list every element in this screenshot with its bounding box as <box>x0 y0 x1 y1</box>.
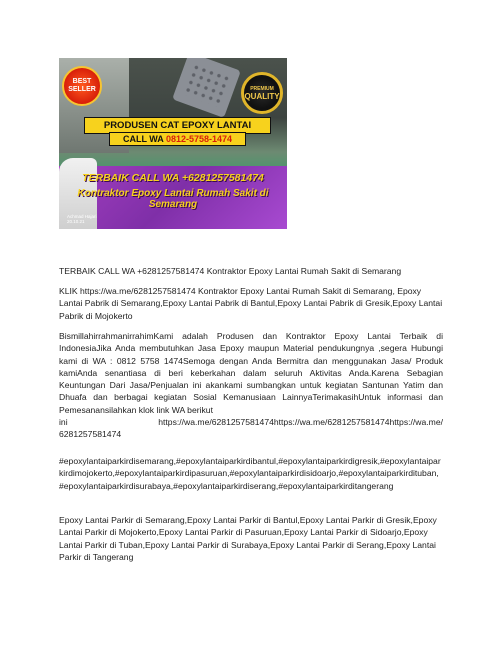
badge-best-bottom: SELLER <box>68 86 96 93</box>
banner-call <box>109 132 246 146</box>
call-number: 0812-5758-1474 <box>165 134 233 144</box>
badge-quality-bottom: QUALITY <box>244 92 280 101</box>
ini-line <box>59 416 443 428</box>
photo-stamp <box>67 214 97 224</box>
badge-best-top: BEST <box>72 78 92 85</box>
stamp-date: 20.10.21 <box>67 219 85 224</box>
hashtags-paragraph: #epoxylantaiparkirdisemarang,#epoxylantaiparkirdibantul,#epoxylantaiparkirdigresik,#epoxylantaiparkirdimojokerto,#epoxylantaiparkirdipasuruan,#epoxylantaiparkirdisidoarjo,#epoxylantaiparkirdituban,#epoxylantaiparkirdisurabaya,#epoxylantaiparkirdiserang,#epoxylantaiparkirditangerang <box>59 456 441 491</box>
body-paragraph <box>59 330 443 441</box>
call-label: CALL WA <box>122 134 164 144</box>
wa-links[interactable]: https://wa.me/6281257581474https://wa.me/6281257581474https://wa.me/ <box>158 417 443 428</box>
wa-link-tail[interactable]: 6281257581474 <box>59 429 122 440</box>
banner-kontraktor: Kontraktor Epoxy Lantai Rumah Sakit di Semarang <box>77 188 269 210</box>
hero-image <box>59 58 287 229</box>
premium-quality-badge-icon <box>241 72 283 114</box>
klik-paragraph: KLIK https://wa.me/6281257581474 Kontraktor Epoxy Lantai Rumah Sakit di Semarang, Epoxy Lantai Pabrik di Semarang,Epoxy Lantai Pabrik di Bantul,Epoxy Lantai Pabrik di Gresik,Epoxy Lantai Pabrik di Mojokerto <box>59 286 443 321</box>
banner-title: PRODUSEN CAT EPOXY LANTAI <box>84 117 271 134</box>
banner-terbaik: TERBAIK CALL WA +6281257581474 <box>82 172 264 184</box>
parkir-paragraph: Epoxy Lantai Parkir di Semarang,Epoxy Lantai Parkir di Bantul,Epoxy Lantai Parkir di Gresik,Epoxy Lantai Parkir di Mojokerto,Epoxy Lantai Parkir di Pasuruan,Epoxy Lantai Parkir di Sidoarjo,Epoxy Lantai Parkir di Tuban,Epoxy Lantai Parkir di Surabaya,Epoxy Lantai Parkir di Serang,Epoxy Lantai Parkir di Tangerang <box>59 515 437 562</box>
stamp-name: Achmad Hajari <box>67 214 97 219</box>
badge-quality-top: PREMIUM <box>250 86 274 92</box>
best-seller-badge-icon <box>62 66 102 106</box>
ini-word: ini <box>59 417 68 428</box>
document-heading: TERBAIK CALL WA +6281257581474 Kontraktor Epoxy Lantai Rumah Sakit di Semarang <box>59 266 402 276</box>
body-text: BismillahirrahmanirrahimKami adalah Produsen dan Kontraktor Epoxy Lantai Terbaik di IndonesiaJika Anda membutuhkan Jasa Epoxy maupun Material pendukungnya ,segera Hubungi kami di WA : 0812 5758 1474Semoga dengan Anda Bermitra dan menggunakan Jasa/ Produk kamiAnda senantiasa di beri keberkahan dalam seluruh Aktivitas Anda.Karena Sebagian Keuntungan Dari Jasa/Penjualan ini akankami sumbangkan untuk kegiatan Santunan Yatim dan Dhuafa dan berbagai kegiatan Sosial Kemanusiaan LainnyaTerimakasihUntuk informasi dan Pemesanansilahkan klok link WA berikut <box>59 331 443 415</box>
